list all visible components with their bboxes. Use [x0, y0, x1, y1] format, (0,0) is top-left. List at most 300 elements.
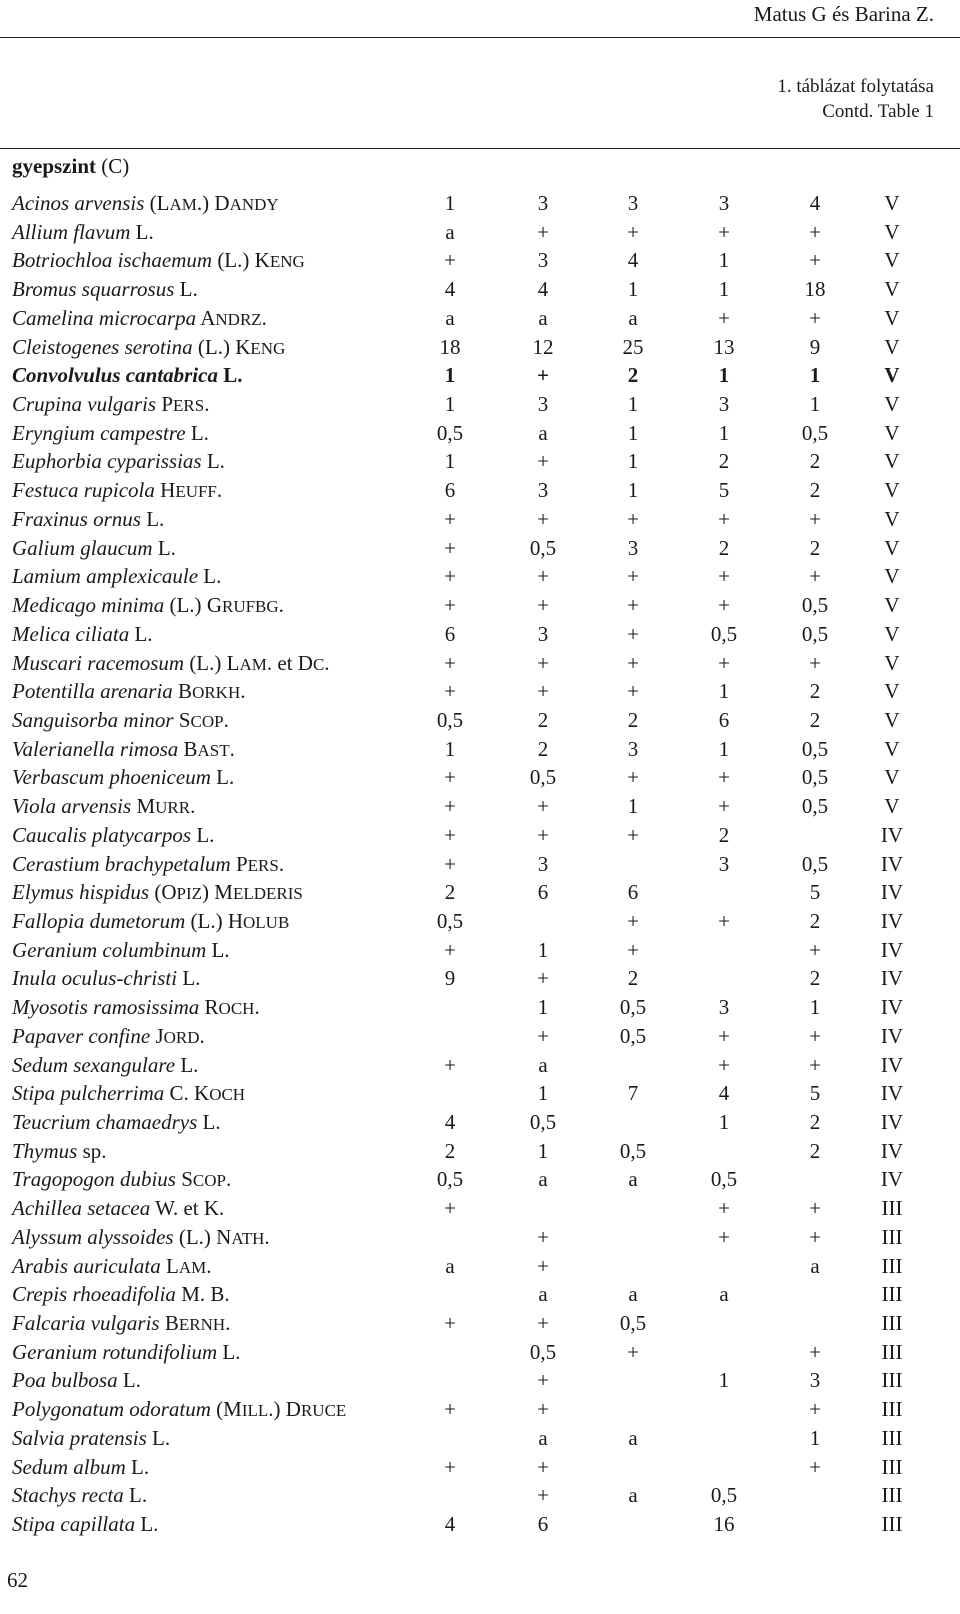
constancy-cell: V	[884, 506, 900, 531]
releve-cell: 1	[627, 794, 639, 819]
releve-cell: +	[718, 305, 730, 330]
releve-cell: +	[718, 765, 730, 790]
releve-cell: 0,5	[619, 1138, 647, 1163]
species-name	[12, 792, 195, 823]
releve-cell: 0,5	[801, 621, 829, 646]
table-row	[0, 447, 960, 476]
releve-cell: 3	[627, 535, 639, 560]
releve-cell: 3	[718, 851, 730, 876]
releve-cell: +	[537, 219, 549, 244]
table-row	[0, 1223, 960, 1252]
releve-cell: 1	[718, 1110, 730, 1134]
species-author: L.	[122, 1368, 141, 1393]
constancy-cell: V	[884, 277, 900, 302]
releve-cell: +	[537, 363, 549, 388]
releve-cell: a	[628, 1483, 638, 1508]
releve-cell: +	[627, 650, 639, 675]
releve-cell: +	[444, 248, 456, 273]
releve-cell: 0,5	[619, 1023, 647, 1048]
releve-cell: +	[537, 1023, 549, 1048]
constancy-cell: IV	[880, 1110, 904, 1134]
species-binomial: Galium glaucum	[12, 535, 153, 560]
releve-cell: 1	[627, 392, 639, 417]
releve-cell: a	[538, 420, 548, 445]
releve-cell: 4	[444, 277, 456, 302]
species-name	[12, 505, 164, 534]
releve-cell: 2	[809, 1138, 821, 1163]
species-binomial: Botriochloa ischaemum	[12, 248, 213, 273]
releve-cell: +	[809, 1397, 821, 1422]
constancy-cell: III	[881, 1512, 903, 1537]
table-row	[0, 275, 960, 304]
table-row	[0, 476, 960, 505]
species-binomial: Eryngium campestre	[12, 420, 186, 445]
releve-cell: +	[718, 1023, 730, 1048]
table-row	[0, 534, 960, 563]
species-author: HEUFF.	[160, 478, 223, 503]
releve-cell: 4	[444, 1512, 456, 1537]
releve-cell: 4	[444, 1110, 456, 1134]
constancy-cell: V	[884, 305, 900, 330]
constancy-cell: V	[884, 736, 900, 761]
species-author: SCOP.	[178, 707, 229, 732]
species-binomial: Cerastium brachypetalum	[12, 851, 231, 876]
table-row	[0, 419, 960, 448]
table-row	[0, 591, 960, 620]
table-continuation-en: Contd. Table 1	[822, 101, 934, 122]
releve-cell: 0,5	[710, 1483, 738, 1508]
releve-cell: 0,5	[710, 621, 738, 646]
species-name	[12, 735, 235, 766]
constancy-cell: V	[884, 191, 900, 215]
releve-cell: 1	[718, 736, 730, 761]
table-row	[0, 333, 960, 362]
species-author: W. et K.	[155, 1196, 225, 1221]
releve-cell: 25	[622, 334, 644, 359]
species-name	[12, 620, 153, 649]
releve-cell: +	[444, 506, 456, 531]
species-name	[12, 1395, 346, 1426]
species-name	[12, 1252, 212, 1283]
constancy-cell: III	[881, 1282, 903, 1307]
releve-cell: a	[445, 219, 455, 244]
releve-cell: 5	[809, 880, 821, 905]
species-name	[12, 1051, 198, 1080]
releve-cell: +	[537, 506, 549, 531]
species-author: JORD.	[155, 1023, 205, 1048]
species-name	[12, 361, 242, 390]
releve-cell: +	[809, 1224, 821, 1249]
species-binomial: Caucalis platycarpos	[12, 822, 192, 847]
table-row	[0, 246, 960, 275]
releve-cell: 3	[537, 392, 549, 417]
releve-cell: 6	[444, 478, 456, 503]
species-name	[12, 677, 245, 708]
table-row	[0, 390, 960, 419]
releve-cell: +	[444, 1052, 456, 1077]
releve-cell: 2	[718, 822, 730, 847]
releve-cell: 4	[627, 248, 639, 273]
releve-cell: 1	[444, 191, 456, 215]
table-top-rule	[0, 148, 960, 149]
species-author: L.	[134, 621, 153, 646]
releve-cell: 9	[809, 334, 821, 359]
releve-cell: 1	[809, 995, 821, 1020]
releve-cell: 2	[809, 535, 821, 560]
releve-cell: +	[718, 593, 730, 618]
releve-cell: +	[809, 1454, 821, 1479]
species-name	[12, 534, 176, 563]
releve-cell: 6	[537, 1512, 549, 1537]
page-number: 62	[7, 1568, 28, 1592]
releve-cell: 1	[444, 736, 456, 761]
releve-cell: 0,5	[436, 908, 464, 933]
species-binomial: Allium flavum	[12, 219, 131, 244]
species-binomial: Verbascum phoeniceum	[12, 765, 211, 790]
species-name	[12, 1338, 240, 1367]
releve-cell: +	[537, 822, 549, 847]
species-name	[12, 390, 209, 421]
species-binomial: Sedum sexangulare	[12, 1052, 176, 1077]
releve-cell: 3	[627, 736, 639, 761]
table-row	[0, 1338, 960, 1367]
table-row	[0, 1510, 960, 1539]
species-author: L.	[135, 219, 154, 244]
releve-cell: 6	[627, 880, 639, 905]
species-binomial: Medicago minima	[12, 593, 165, 618]
releve-cell: +	[537, 966, 549, 991]
releve-cell: 4	[537, 277, 549, 302]
constancy-cell: IV	[880, 1081, 904, 1106]
table-row	[0, 1108, 960, 1137]
releve-cell: 0,5	[619, 1311, 647, 1336]
releve-cell: +	[627, 621, 639, 646]
species-author: L.	[182, 966, 201, 991]
constancy-cell: III	[881, 1224, 903, 1249]
releve-cell: 1	[809, 363, 821, 388]
releve-cell: 0,5	[529, 535, 557, 560]
species-binomial: Falcaria vulgaris	[12, 1311, 160, 1336]
constancy-cell: IV	[880, 908, 904, 933]
species-author: (L.) KENG	[197, 334, 286, 359]
releve-cell: +	[444, 535, 456, 560]
constancy-cell: IV	[880, 1023, 904, 1048]
species-name	[12, 246, 305, 277]
table-row	[0, 1481, 960, 1510]
constancy-cell: III	[881, 1339, 903, 1364]
species-author: L.	[131, 1454, 150, 1479]
species-author: (L.) LAM. et DC.	[189, 650, 330, 675]
species-binomial: Lamium amplexicaule	[12, 564, 199, 589]
table-row	[0, 562, 960, 591]
species-binomial: Muscari racemosum	[12, 650, 185, 675]
species-author: M. B.	[181, 1282, 230, 1307]
releve-cell: 2	[444, 880, 456, 905]
table-row	[0, 821, 960, 850]
species-binomial: Cleistogenes serotina	[12, 334, 193, 359]
releve-cell: a	[538, 305, 548, 330]
releve-cell: 2	[537, 707, 549, 732]
releve-cell: +	[718, 794, 730, 819]
releve-cell: 0,5	[436, 707, 464, 732]
releve-cell: 2	[809, 908, 821, 933]
table-continuation-hu: 1. táblázat folytatása	[777, 76, 934, 97]
table-row	[0, 1395, 960, 1424]
constancy-cell: IV	[880, 880, 904, 905]
table-row	[0, 1309, 960, 1338]
species-binomial: Euphorbia cyparissias	[12, 449, 202, 474]
species-author: L.	[146, 506, 165, 531]
releve-cell: 1	[537, 1081, 549, 1106]
releve-cell: 0,5	[436, 420, 464, 445]
releve-cell: 2	[718, 535, 730, 560]
releve-cell: +	[718, 564, 730, 589]
releve-cell: +	[444, 794, 456, 819]
constancy-cell: III	[881, 1253, 903, 1278]
releve-cell: +	[444, 679, 456, 704]
releve-cell: 2	[809, 478, 821, 503]
releve-cell: 1	[809, 392, 821, 417]
species-binomial: Camelina microcarpa	[12, 305, 197, 330]
releve-cell: 1	[718, 248, 730, 273]
species-author: L.	[216, 765, 235, 790]
releve-cell: 1	[444, 392, 456, 417]
species-author: L.	[190, 420, 209, 445]
releve-cell: 3	[537, 248, 549, 273]
species-author: L.	[222, 1339, 241, 1364]
releve-cell: +	[627, 908, 639, 933]
species-author: L.	[157, 535, 176, 560]
species-name	[12, 591, 284, 622]
constancy-cell: IV	[880, 937, 904, 962]
constancy-cell: V	[884, 449, 900, 474]
species-author: MURR.	[136, 794, 196, 819]
species-binomial: Sedum album	[12, 1454, 126, 1479]
species-binomial: Valerianella rimosa	[12, 736, 179, 761]
releve-cell: +	[809, 937, 821, 962]
releve-cell: +	[537, 1224, 549, 1249]
table-row	[0, 1453, 960, 1482]
releve-cell: 6	[444, 621, 456, 646]
species-author: L.	[202, 1110, 221, 1134]
table-row	[0, 304, 960, 333]
table-row	[0, 1137, 960, 1166]
releve-cell: +	[537, 564, 549, 589]
constancy-cell: V	[884, 248, 900, 273]
releve-cell: a	[445, 305, 455, 330]
releve-cell: a	[538, 1052, 548, 1077]
constancy-cell: V	[884, 392, 900, 417]
constancy-cell: V	[884, 219, 900, 244]
releve-cell: 18	[439, 334, 461, 359]
releve-cell: +	[627, 679, 639, 704]
species-name	[12, 218, 154, 247]
releve-cell: 3	[537, 478, 549, 503]
releve-cell: +	[627, 937, 639, 962]
species-name	[12, 1481, 147, 1510]
releve-cell: 16	[713, 1512, 735, 1537]
species-author: L.	[196, 822, 215, 847]
releve-cell: +	[537, 449, 549, 474]
table-row	[0, 792, 960, 821]
species-name	[12, 907, 289, 938]
releve-cell: 18	[804, 277, 826, 302]
releve-cell: 1	[809, 1425, 821, 1450]
table-row	[0, 1079, 960, 1108]
species-name	[12, 763, 234, 792]
species-author: L.	[129, 1483, 148, 1508]
releve-cell: +	[444, 650, 456, 675]
releve-cell: 3	[537, 851, 549, 876]
releve-cell: 2	[718, 449, 730, 474]
releve-cell: +	[537, 593, 549, 618]
species-binomial: Stipa capillata	[12, 1512, 136, 1537]
species-binomial: Polygonatum odoratum	[12, 1397, 211, 1422]
constancy-cell: IV	[880, 1167, 904, 1192]
table-row	[0, 677, 960, 706]
releve-cell: +	[718, 1052, 730, 1077]
releve-cell: 13	[713, 334, 735, 359]
species-name	[12, 1079, 245, 1110]
table-row	[0, 361, 960, 390]
species-name	[12, 649, 330, 680]
table-row	[0, 1424, 960, 1453]
constancy-cell: V	[884, 334, 900, 359]
constancy-cell: V	[884, 794, 900, 819]
table-row	[0, 1280, 960, 1309]
releve-cell: 2	[537, 736, 549, 761]
species-author: PERS.	[235, 851, 285, 876]
species-binomial: Stachys recta	[12, 1483, 124, 1508]
releve-cell: 1	[627, 449, 639, 474]
species-author: (L.) NATH.	[178, 1224, 270, 1249]
species-author: L.	[206, 449, 225, 474]
releve-cell: 0,5	[801, 420, 829, 445]
species-binomial: Fallopia dumetorum	[12, 908, 186, 933]
releve-cell: +	[809, 1052, 821, 1077]
species-name	[12, 1510, 158, 1539]
constancy-cell: III	[881, 1368, 903, 1393]
header-rule	[0, 37, 960, 38]
releve-cell: 0,5	[801, 851, 829, 876]
table-row	[0, 189, 960, 218]
species-name	[12, 1137, 107, 1166]
releve-cell: +	[809, 1023, 821, 1048]
species-name	[12, 304, 267, 335]
species-name	[12, 333, 285, 364]
releve-cell: 1	[444, 449, 456, 474]
section-code: (C)	[101, 154, 130, 178]
releve-cell: +	[627, 564, 639, 589]
releve-cell: +	[809, 248, 821, 273]
species-binomial: Poa bulbosa	[12, 1368, 118, 1393]
species-binomial: Achillea setacea	[12, 1196, 151, 1221]
releve-cell: +	[444, 1196, 456, 1221]
species-author: L.	[203, 564, 222, 589]
releve-cell: 2	[809, 679, 821, 704]
species-name	[12, 275, 198, 304]
releve-cell: 1	[718, 420, 730, 445]
table-row	[0, 1252, 960, 1281]
releve-cell: 1	[718, 1368, 730, 1393]
releve-cell: a	[628, 1282, 638, 1307]
species-name	[12, 936, 230, 965]
species-author: LAM.	[166, 1253, 212, 1278]
releve-cell: 0,5	[436, 1167, 464, 1192]
releve-cell: +	[718, 1224, 730, 1249]
releve-cell: +	[537, 1397, 549, 1422]
releve-cell: +	[537, 794, 549, 819]
releve-cell: +	[627, 765, 639, 790]
constancy-cell: V	[884, 765, 900, 790]
species-binomial: Geranium rotundifolium	[12, 1339, 218, 1364]
table-row	[0, 878, 960, 907]
species-binomial: Bromus squarrosus	[12, 277, 175, 302]
releve-cell: +	[444, 564, 456, 589]
releve-cell: +	[809, 305, 821, 330]
table-row	[0, 1194, 960, 1223]
table-row	[0, 1051, 960, 1080]
releve-cell: 1	[537, 937, 549, 962]
releve-cell: 3	[809, 1368, 821, 1393]
releve-cell: +	[809, 219, 821, 244]
releve-cell: 1	[537, 995, 549, 1020]
species-binomial: Alyssum alyssoides	[12, 1224, 174, 1249]
species-name	[12, 562, 221, 591]
table-row	[0, 218, 960, 247]
species-author: PERS.	[161, 392, 210, 417]
species-author: (LAM.) DANDY	[149, 191, 279, 215]
species-binomial: Festuca rupicola	[12, 478, 155, 503]
constancy-cell: IV	[880, 822, 904, 847]
species-name	[12, 964, 200, 993]
table-row	[0, 1165, 960, 1194]
species-binomial: Viola arvensis	[12, 794, 132, 819]
table-row	[0, 706, 960, 735]
releve-cell: +	[718, 1196, 730, 1221]
species-author: C. KOCH	[169, 1081, 246, 1106]
releve-cell: +	[627, 593, 639, 618]
releve-cell: 0,5	[801, 794, 829, 819]
releve-cell: 1	[537, 1138, 549, 1163]
constancy-cell: V	[884, 564, 900, 589]
species-name	[12, 821, 214, 850]
releve-cell: 1	[627, 277, 639, 302]
releve-cell: +	[627, 219, 639, 244]
species-name	[12, 1280, 230, 1309]
species-binomial: Stipa pulcherrima	[12, 1081, 165, 1106]
species-binomial: Acinos arvensis	[12, 191, 145, 215]
releve-cell: 0,5	[529, 1110, 557, 1134]
releve-cell: 0,5	[801, 593, 829, 618]
species-author: sp.	[82, 1138, 107, 1163]
species-name	[12, 476, 222, 507]
releve-cell: 1	[718, 363, 730, 388]
constancy-cell: V	[884, 478, 900, 503]
species-name	[12, 1022, 205, 1053]
species-name	[12, 1453, 149, 1482]
releve-cell: 2	[627, 363, 639, 388]
releve-cell: +	[627, 506, 639, 531]
constancy-cell: V	[884, 707, 900, 732]
species-name	[12, 1223, 270, 1254]
table-row	[0, 907, 960, 936]
releve-cell: 3	[537, 621, 549, 646]
table-row	[0, 964, 960, 993]
releve-cell: +	[809, 506, 821, 531]
releve-cell: 1	[627, 478, 639, 503]
species-table	[0, 189, 960, 1539]
